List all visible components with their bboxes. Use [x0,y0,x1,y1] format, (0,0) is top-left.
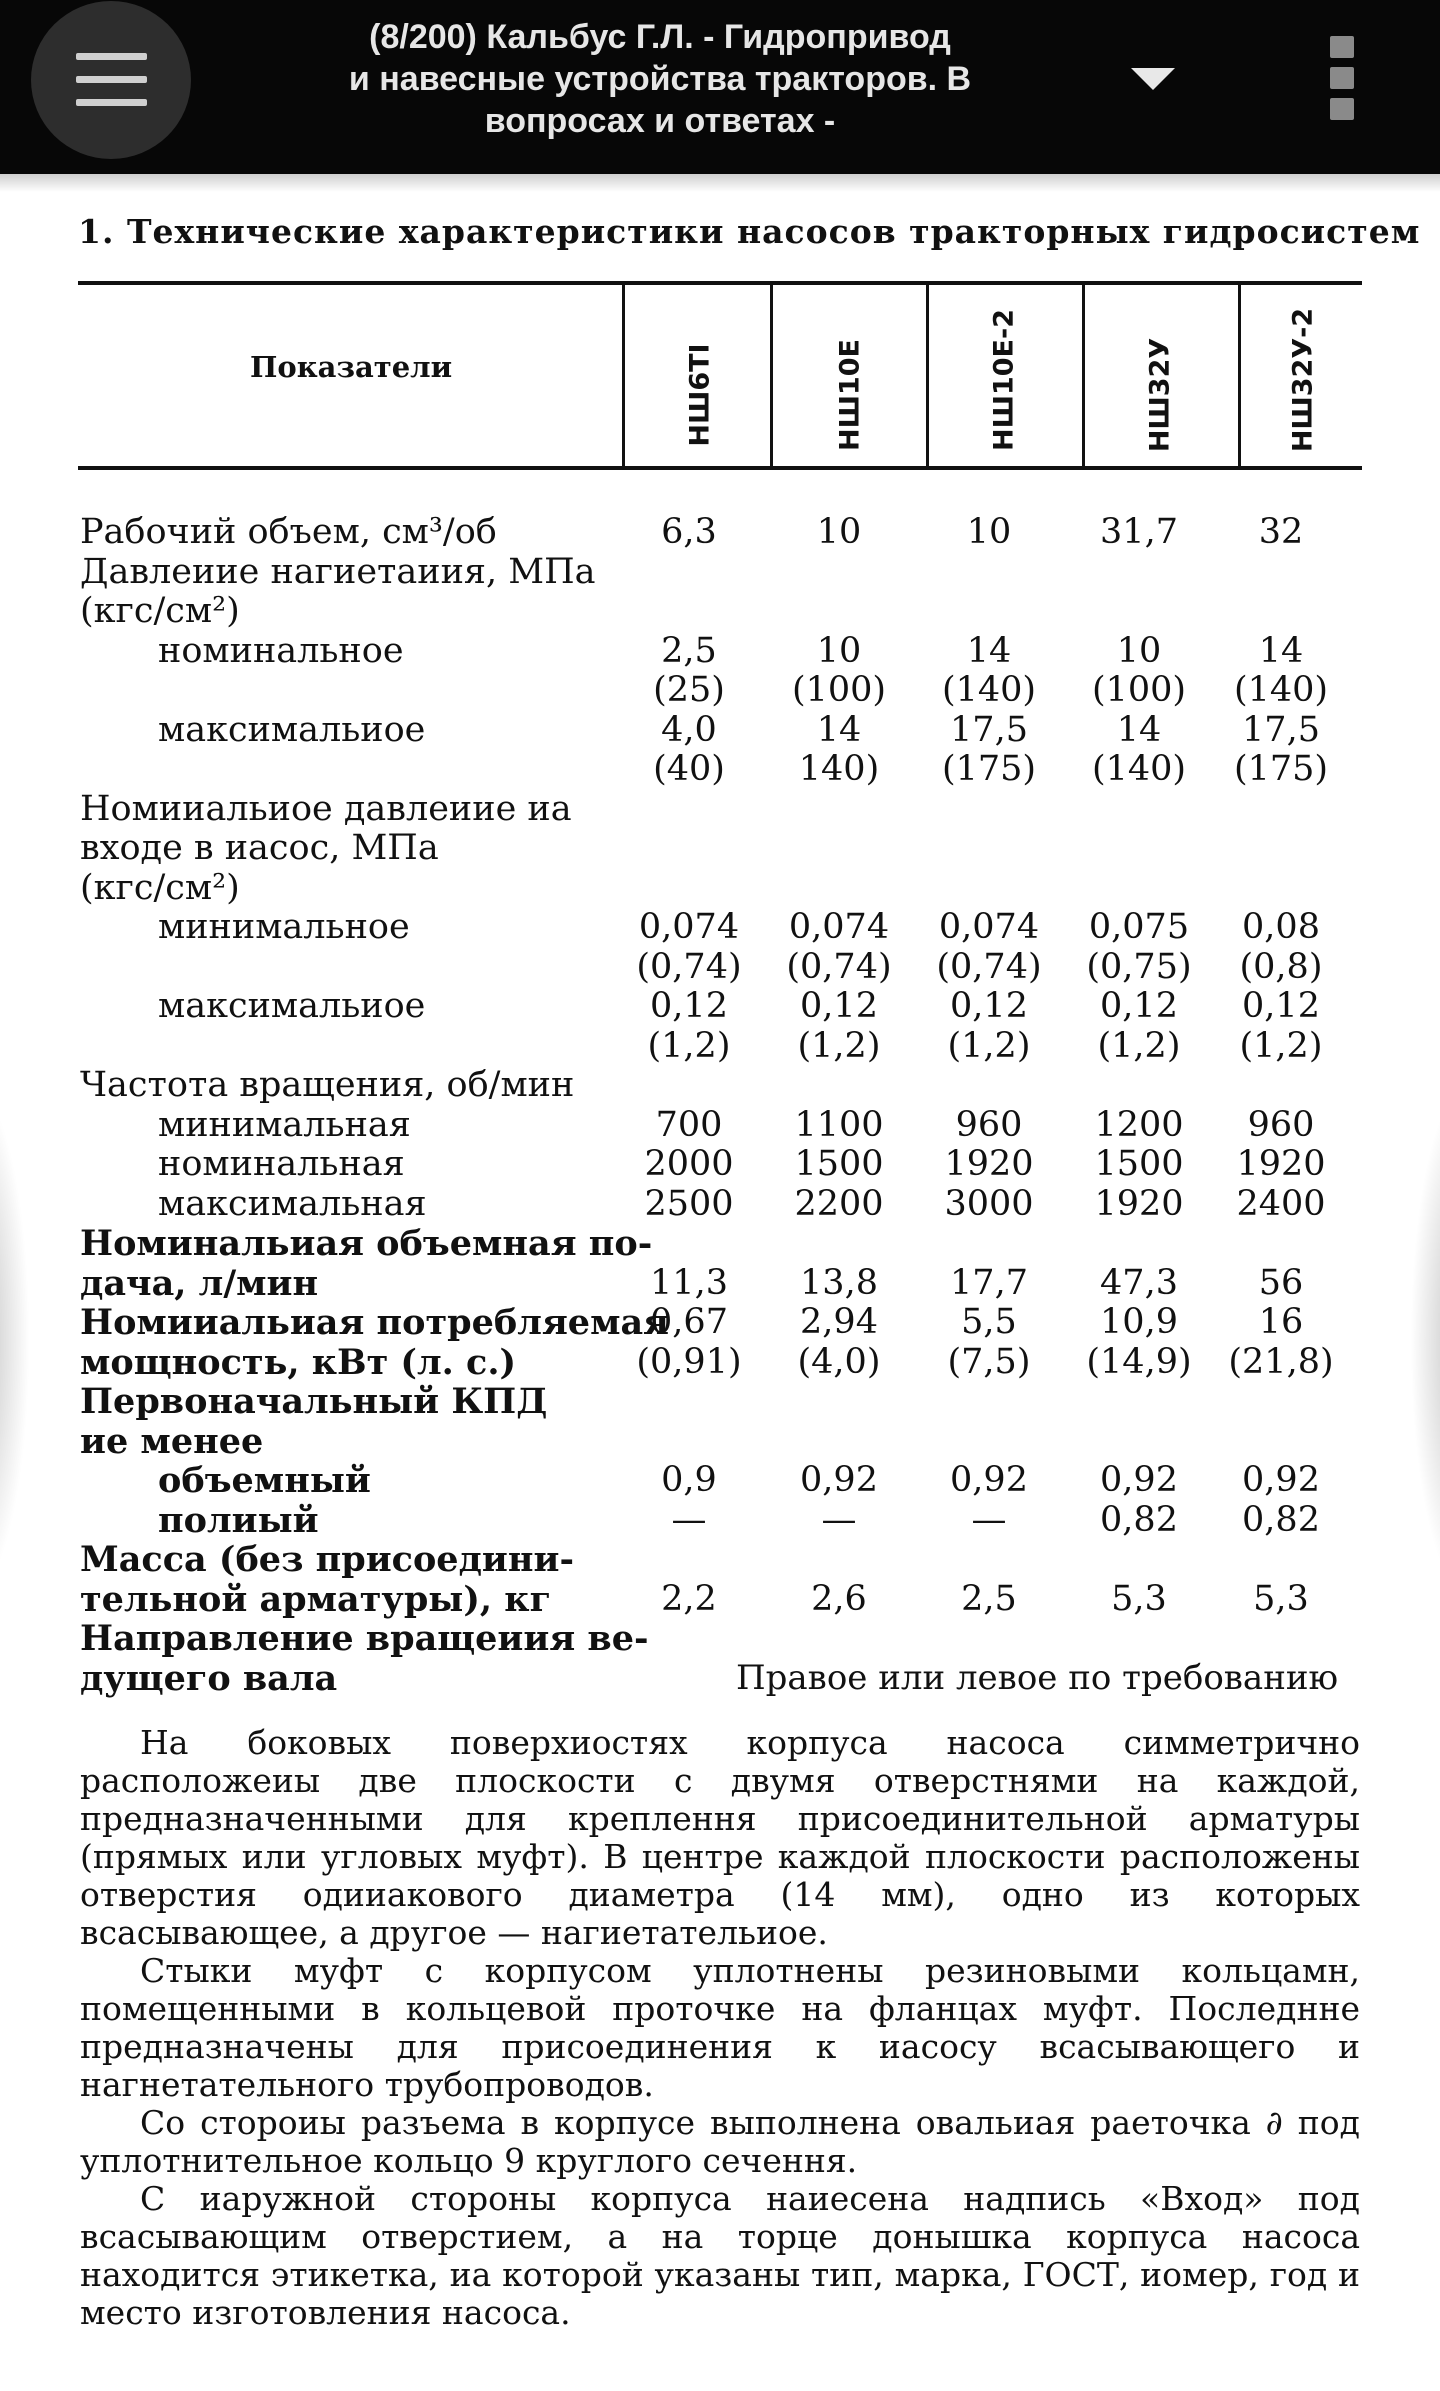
table-row [0,1145,1440,1185]
column-divider [770,285,773,466]
cell-value: — [971,1499,1007,1540]
column-header: НШ10Е [834,339,866,451]
cell-value: 1500 [1094,1144,1184,1184]
cell-value: 5,5 [961,1302,1017,1342]
cell-value: 0,82 [1242,1499,1320,1540]
cell-value: (4,0) [797,1341,881,1382]
table-row [0,1343,1440,1383]
cell-value: 5,3 [1253,1578,1309,1619]
cell-value: (0,74) [936,946,1042,987]
table-title: 1. Технические характеристики насосов тракторных гидросистем [78,212,1421,251]
cell-value: (1,2) [797,1025,881,1066]
table-row [0,711,1440,751]
cell-value: 10 [966,512,1012,552]
cell-value: (140) [941,670,1037,710]
cell-value: — [671,1499,707,1540]
cell-value: 1100 [794,1104,884,1145]
cell-value: 11,3 [650,1262,728,1303]
column-divider [926,285,929,466]
cell-value: 0,92 [1100,1460,1178,1500]
cell-value: 17,5 [1242,709,1320,750]
cell-value: (25) [653,670,725,710]
table-row [0,1580,1440,1620]
app-bar-shadow [0,174,1440,192]
row-label: тельной арматуры), кг [80,1578,552,1620]
cell-value: 700 [655,1104,723,1145]
table-row [0,1659,1440,1699]
cell-value: 0,82 [1100,1499,1178,1540]
row-label: максимальная [158,1183,427,1224]
cell-value: (0,8) [1239,946,1323,987]
column-divider [622,285,625,466]
cell-value: 0,12 [650,986,728,1026]
column-divider [1238,285,1241,466]
cell-value: 14 [966,630,1012,671]
cell-value: 2500 [644,1183,734,1224]
cell-value: (140) [1091,749,1187,789]
cell-value: (40) [653,749,725,789]
cell-value: 0,92 [800,1460,878,1500]
row-label: дача, л/мин [80,1262,319,1304]
cell-value: 0,9 [661,1460,717,1500]
paragraph: Со стороиы разъема в корпусе выполнена овальиая раеточка ∂ под уплотнительное кольцо 9 круглого сечення. [80,2103,1360,2180]
row-label: Первоначальный КПД [80,1381,548,1422]
cell-value: 13,8 [800,1262,878,1303]
cell-value: — [821,1499,857,1540]
more-vert-icon[interactable] [1330,36,1356,120]
table-row [0,908,1440,948]
cell-value: 0,12 [800,986,878,1026]
cell-value: 31,7 [1100,512,1178,552]
cell-value: 0,12 [1100,986,1178,1026]
cell-value: 32 [1258,512,1304,552]
table-top-rule [78,281,1362,285]
cell-value: 0,12 [950,986,1028,1026]
row-label: номинальная [158,1144,405,1184]
table-row [0,1027,1440,1067]
cell-value: 14 [816,709,862,750]
row-label: объемный [158,1460,371,1501]
table-row [0,1540,1440,1580]
caret-down-icon[interactable] [1131,68,1175,90]
cell-value: 1920 [944,1144,1034,1184]
row-label: полиый [158,1499,319,1541]
row-label: Направление вращеиия ве- [80,1618,649,1659]
body-text [80,1724,1360,2332]
column-header: НШ32У-2 [1287,307,1319,453]
cell-value: 10 [1116,630,1162,671]
column-header: НШ6ТI [684,343,716,447]
cell-value: 5,3 [1111,1578,1167,1619]
table-row [0,1619,1440,1659]
cell-value: 0,92 [1242,1460,1320,1500]
row-label: входе в иасос, МПа [80,828,439,868]
row-label: минимальная [158,1104,411,1145]
cell-value: (0,74) [786,946,892,987]
cell-value: 1200 [1094,1104,1184,1145]
row-label: максимальиое [158,709,426,750]
table-row [0,1185,1440,1225]
document-title [330,16,990,142]
cell-value: 2,94 [800,1302,878,1342]
cell-value: (21,8) [1228,1341,1334,1382]
cell-value: (14,9) [1086,1341,1192,1382]
cell-value: 17,5 [950,709,1028,750]
cell-value: (175) [1233,749,1329,789]
table-row [0,592,1440,632]
table-row [0,1106,1440,1146]
cell-value: (175) [941,749,1037,789]
paragraph: С иаружной стороны корпуса наиесена надпись «Вход» под всасывающим отверстием, а на торце донышка корпуса насоса находится этикетка, иа которой указаны тип, марка, ГОСТ, иомер, год и место изготовления насоса. [80,2179,1360,2332]
cell-value: (1,2) [947,1025,1031,1066]
row-label: дущего вала [80,1657,338,1699]
cell-value: 10,9 [1100,1302,1178,1342]
title-line: (8/200) Кальбус Г.Л. - Гидропривод [369,18,951,56]
cell-value: 960 [1247,1104,1315,1145]
table-row [0,869,1440,909]
cell-value: (7,5) [947,1341,1031,1382]
cell-value: 0,075 [1088,907,1190,947]
table-row [0,1264,1440,1304]
merged-cell-value: Правое или левое по требованию [736,1657,1339,1698]
table-row [0,829,1440,869]
row-label: Рабочий объем, см³/об [80,512,497,552]
row-label: ие менее [80,1420,264,1462]
cell-value: 17,7 [950,1262,1028,1303]
row-label: (кгс/см²) [80,591,240,631]
cell-value: 10 [816,630,862,671]
table-row [0,750,1440,790]
row-label: номинальное [158,630,404,671]
cell-value: 0,67 [650,1302,728,1342]
cell-value: 2,5 [661,630,717,671]
row-label: Номинальиая объемная по- [80,1223,653,1264]
table-row [0,1422,1440,1462]
row-label: (кгс/см²) [80,867,240,908]
table-row [0,1066,1440,1106]
cell-value: (1,2) [1239,1025,1323,1066]
cell-value: 3000 [944,1183,1034,1224]
column-header: НШ10Е-2 [988,309,1020,451]
table-row [0,1224,1440,1264]
table-row [0,1501,1440,1541]
cell-value: 140) [798,749,880,789]
cell-value: 0,08 [1242,907,1320,947]
cell-value: (0,74) [636,946,742,987]
title-line: вопросах и ответах - [484,102,836,140]
cell-value: (100) [1091,670,1187,710]
cell-value: 16 [1258,1302,1304,1342]
app-bar [0,0,1440,174]
cell-value: (100) [791,670,887,710]
table-row [0,632,1440,672]
cell-value: 1920 [1236,1144,1326,1184]
row-label: минимальное [158,907,410,947]
table-row [0,1461,1440,1501]
cell-value: 2,2 [661,1578,717,1619]
table-row [0,1303,1440,1343]
cell-value: 0,12 [1242,986,1320,1026]
row-label: максимальиое [158,986,426,1026]
cell-value: (1,2) [647,1025,731,1066]
cell-value: 14 [1258,630,1304,671]
cell-value: 0,074 [788,907,890,947]
cell-value: (0,75) [1086,946,1192,987]
row-label: Масса (без присоедини- [80,1539,574,1580]
table-row [0,1382,1440,1422]
cell-value: 0,074 [638,907,740,947]
table-row [0,513,1440,553]
cell-value: 1500 [794,1144,884,1184]
column-divider [1082,285,1085,466]
row-label: Частота вращения, об/мин [80,1065,575,1105]
cell-value: 2,6 [811,1578,867,1619]
cell-value: 6,3 [661,512,717,552]
cell-value: 2200 [794,1183,884,1224]
table-row [0,790,1440,830]
cell-value: (1,2) [1097,1025,1181,1066]
table-row [0,948,1440,988]
hamburger-menu-icon[interactable] [31,1,191,159]
cell-value: 4,0 [661,709,717,750]
cell-value: 2,5 [961,1578,1017,1619]
row-label: мощность, кВт (л. с.) [80,1341,517,1383]
column-header: НШ32У [1144,337,1176,453]
row-label: Номииальиая потребляемая [80,1302,670,1343]
row-label: Давлеиие нагиетаиия, МПа [80,551,596,592]
row-label: Номииальиое давлеиие иа [80,788,572,829]
cell-value: (0,91) [636,1341,742,1382]
cell-value: 2400 [1236,1183,1326,1224]
cell-value: 10 [816,512,862,552]
paragraph: Стыки муфт с корпусом уплотнены резиновыми кольцамн, помещенными в кольцевой проточке на фланцах муфт. Последнне предназначены для присоединения к иасосу всасывающего и нагнетательного трубопроводов. [80,1951,1360,2104]
cell-value: 960 [955,1104,1023,1145]
cell-value: 14 [1116,709,1162,750]
table-row [0,553,1440,593]
cell-value: 0,074 [938,907,1040,947]
cell-value: 56 [1258,1262,1304,1303]
table-header-rule [78,466,1362,470]
cell-value: 47,3 [1100,1262,1178,1303]
column-header-indicators: Показатели [250,350,453,384]
table-row [0,671,1440,711]
table-row [0,987,1440,1027]
cell-value: 0,92 [950,1460,1028,1500]
paragraph: На боковых поверхиостях корпуса насоса симметрично расположеиы две плоскости с двумя отверстнями на каждой, предназначенными для креплення присоединительной арматуры (прямых или угловых муфт). В центре каждой плоскости расположены отверстия одииакового диаметра (14 мм), одно из которых всасывающее, а другое — нагиетательиое. [80,1723,1360,1952]
cell-value: (140) [1233,670,1329,710]
cell-value: 1920 [1094,1183,1184,1224]
table-body [0,513,1440,1698]
cell-value: 2000 [644,1144,734,1184]
title-line: и навесные устройства тракторов. В [348,60,972,98]
